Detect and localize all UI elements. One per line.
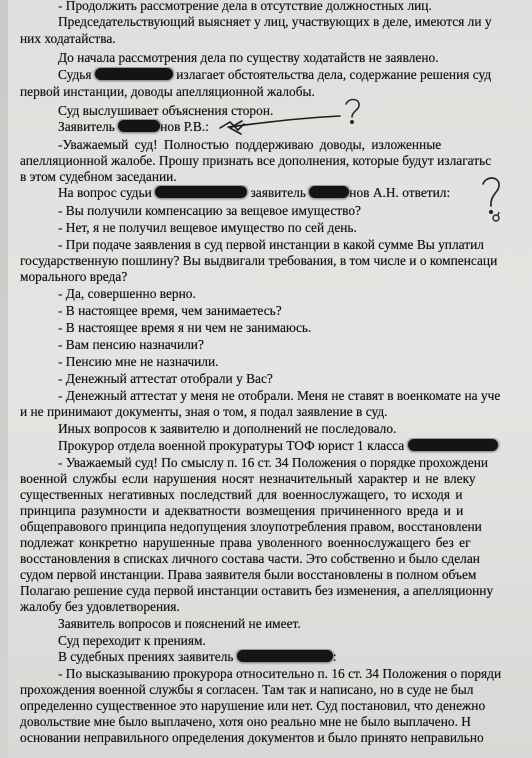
handwritten-marks: [8, 0, 532, 758]
line-text: Прокурор отдела военной прокуратуры ТОФ юрист 1 класса: [58, 438, 405, 453]
line-text: существенных негативных последствий для военнослужащего, то исходя и: [20, 487, 463, 502]
line-text: Суд переходит к прениям.: [58, 633, 206, 648]
line-text: Председательствующий выясняет у лиц, участвующих в деле, имеются ли у: [58, 14, 492, 29]
margin-mark-icon: [493, 212, 499, 221]
question-mark-icon: [483, 178, 499, 213]
line-text: В судебных прениях заявитель: [58, 649, 237, 664]
line-text: - Вы получили компенсацию за вещевое имущество?: [58, 203, 361, 218]
arrow-annotation-icon: [220, 116, 340, 134]
line-text: - Вам пенсию назначили?: [58, 337, 204, 352]
line-text: жалобу без удовлетворения.: [20, 599, 180, 614]
line-text: них ходатайства.: [20, 31, 116, 46]
line-text: нов А.Н. ответил:: [349, 185, 451, 200]
line-text: основании неправильного определения документов и было принято неправильно: [20, 730, 484, 745]
line-text: На вопрос судьи: [58, 185, 156, 200]
line-text: - Да, совершенно верно.: [58, 286, 196, 301]
line-text: Заявитель: [58, 119, 119, 134]
line-text: подлежат конкретно нарушенные права уволенного военнослужащего без ег: [20, 535, 471, 550]
line-text: прохождения военной службы я согласен. Там так и написано, но в суде не был: [20, 682, 474, 697]
line-text: излагает обстоятельства дела, содержание решения суд: [172, 67, 492, 82]
line-text: :: [332, 649, 337, 664]
line-text: - В настоящее время, чем занимаетесь?: [58, 303, 282, 318]
line-text: апелляционной жалобе. Прошу признать все дополнения, которые будут излагатьс: [20, 153, 492, 168]
line-text: общеправового принципа недопущения злоупотребления правом, восстановлени: [20, 519, 482, 534]
line-text: Иных вопросов к заявителю и дополнений не последовало.: [58, 421, 397, 436]
line-text: довольствие мне было выплачено, хотя оно реально мне не было выплачено. Н: [20, 714, 471, 729]
line-text: - Нет, я не получил вещевое имущество по сей день.: [58, 220, 357, 235]
line-text: Заявитель вопросов и пояснений не имеет.: [58, 616, 301, 631]
line-text: судом первой инстанции. Права заявителя были восстановлены в полном объем: [20, 567, 477, 582]
line-text: До начала рассмотрения дела по существу ходатайств не заявлено.: [58, 50, 439, 65]
line-text: нов Р.В.:: [160, 119, 209, 134]
line-text: - Уважаемый суд! По смыслу п. 16 ст. 34 Положения о порядке прохождени: [58, 455, 489, 470]
line-text: принципа разумности и адекватности возмещения причиненного вреда и и: [20, 503, 464, 518]
line-text: - В настоящее время я ни чем не занимаюсь.: [58, 320, 312, 335]
line-text: восстановления в списках личного состава части. Это собственно и было сделан: [20, 551, 480, 566]
line-text: военной службы если нарушения носят незначительный характер и не влеку: [20, 471, 476, 486]
line-text: - Пенсию мне не назначили.: [58, 354, 219, 369]
line-text: -Уважаемый суд! Полностью поддерживаю доводы, изложенные: [58, 137, 442, 152]
line-text: - Денежный аттестат у меня не отобрали. Меня не ставят в военкомате на уче: [58, 388, 501, 403]
line-text: Суд выслушивает объяснения сторон.: [58, 103, 274, 118]
line-text: первой инстанции, доводы апелляционной жалобы.: [20, 84, 315, 99]
line-text: Полагаю решение суда первой инстанции оставить без изменения, а апелляционну: [20, 583, 494, 598]
line-text: - При подаче заявления в суд первой инстанции в какой сумме Вы уплатил: [58, 237, 484, 252]
document-page: [8, 0, 532, 758]
line-text: заявитель: [247, 185, 310, 200]
line-text: и не принимают документы, зная о том, я подал заявление в суд.: [20, 404, 388, 419]
line-text: - По высказыванию прокурора относительно п. 16 ст. 34 Положения о поряди: [58, 666, 502, 681]
line-text: определенно существенное это нарушение или нет. Суд постановил, что денежно: [20, 698, 486, 713]
line-text: - Денежный аттестат отобрали у Вас?: [58, 371, 273, 386]
line-text: Судья: [58, 67, 95, 82]
line-text: государственную пошлину? Вы выдвигали требования, в том числе и о компенсаци: [20, 253, 498, 268]
line-text: - Продолжить рассмотрение дела в отсутствие должностных лиц.: [58, 0, 432, 13]
question-mark-icon: [346, 100, 359, 124]
line-text: в этом судебном заседании.: [20, 169, 177, 184]
line-text: морального вреда?: [20, 269, 128, 284]
